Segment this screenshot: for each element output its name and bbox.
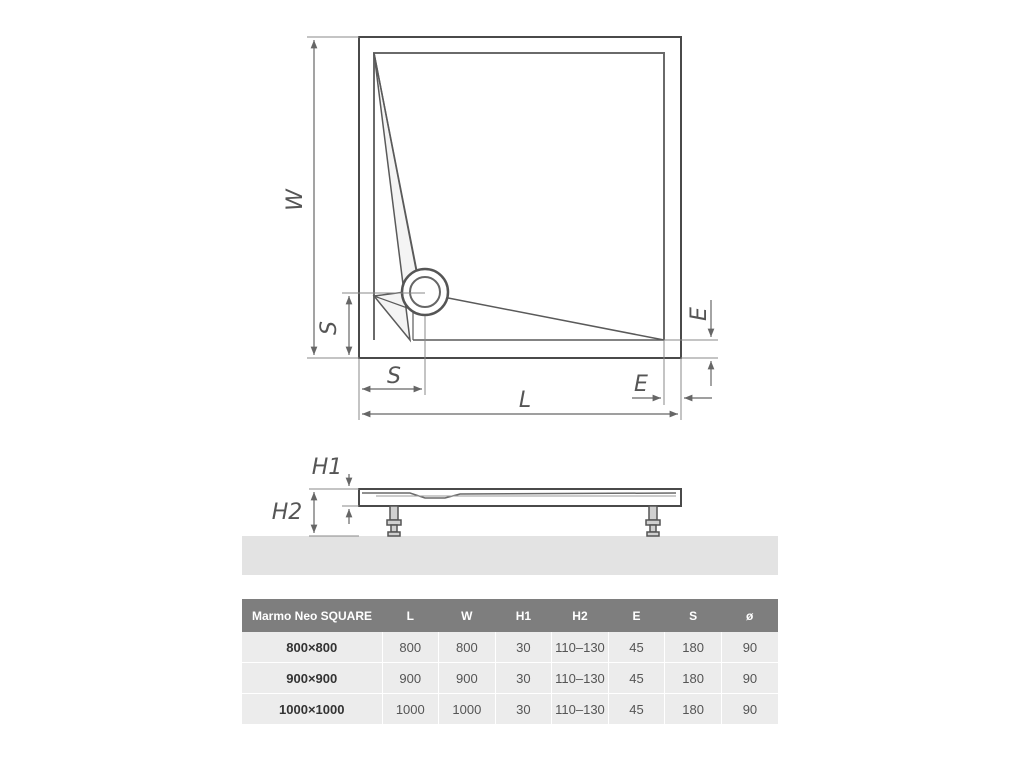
- cell-h1: 30: [495, 694, 552, 725]
- label-l: L: [518, 388, 532, 413]
- header-diameter: ø: [721, 599, 778, 632]
- cell-w: 1000: [439, 694, 496, 725]
- tray-outer-edge: [359, 37, 681, 358]
- label-h2: H2: [271, 500, 303, 525]
- cell-model: 800×800: [242, 632, 382, 663]
- header-h2: H2: [552, 599, 609, 632]
- cell-diameter: 90: [721, 663, 778, 694]
- top-view: [283, 37, 718, 420]
- cell-w: 800: [439, 632, 496, 663]
- table-row: [242, 663, 778, 694]
- header-h1: H1: [495, 599, 552, 632]
- right-leg: [646, 506, 660, 536]
- label-s-vertical: S: [317, 321, 342, 335]
- table-row: [242, 694, 778, 725]
- cell-model: 1000×1000: [242, 694, 382, 725]
- cell-l: 900: [382, 663, 439, 694]
- label-e-vertical: E: [687, 307, 712, 321]
- left-leg: [387, 506, 401, 536]
- cell-h2: 110–130: [552, 663, 609, 694]
- specs-table: [242, 599, 778, 724]
- cell-diameter: 90: [721, 632, 778, 663]
- table-header-row: [242, 599, 778, 632]
- cell-diameter: 90: [721, 694, 778, 725]
- header-e: E: [608, 599, 665, 632]
- cell-l: 800: [382, 632, 439, 663]
- tray-profile: [359, 489, 681, 506]
- cell-l: 1000: [382, 694, 439, 725]
- cell-s: 180: [665, 632, 722, 663]
- cell-s: 180: [665, 694, 722, 725]
- cell-model: 900×900: [242, 663, 382, 694]
- side-view: [242, 455, 778, 575]
- header-w: W: [439, 599, 496, 632]
- label-e-horizontal: E: [634, 372, 648, 397]
- header-s: S: [665, 599, 722, 632]
- label-w: W: [283, 189, 308, 211]
- label-h1: H1: [311, 455, 343, 480]
- header-model: Marmo Neo SQUARE: [242, 599, 382, 632]
- table-row: [242, 632, 778, 663]
- cell-h2: 110–130: [552, 632, 609, 663]
- cell-e: 45: [608, 663, 665, 694]
- cell-h2: 110–130: [552, 694, 609, 725]
- label-s-horizontal: S: [387, 364, 401, 389]
- floor: [242, 536, 778, 575]
- cell-h1: 30: [495, 632, 552, 663]
- cell-e: 45: [608, 694, 665, 725]
- cell-s: 180: [665, 663, 722, 694]
- cell-e: 45: [608, 632, 665, 663]
- header-l: L: [382, 599, 439, 632]
- cell-h1: 30: [495, 663, 552, 694]
- cell-w: 900: [439, 663, 496, 694]
